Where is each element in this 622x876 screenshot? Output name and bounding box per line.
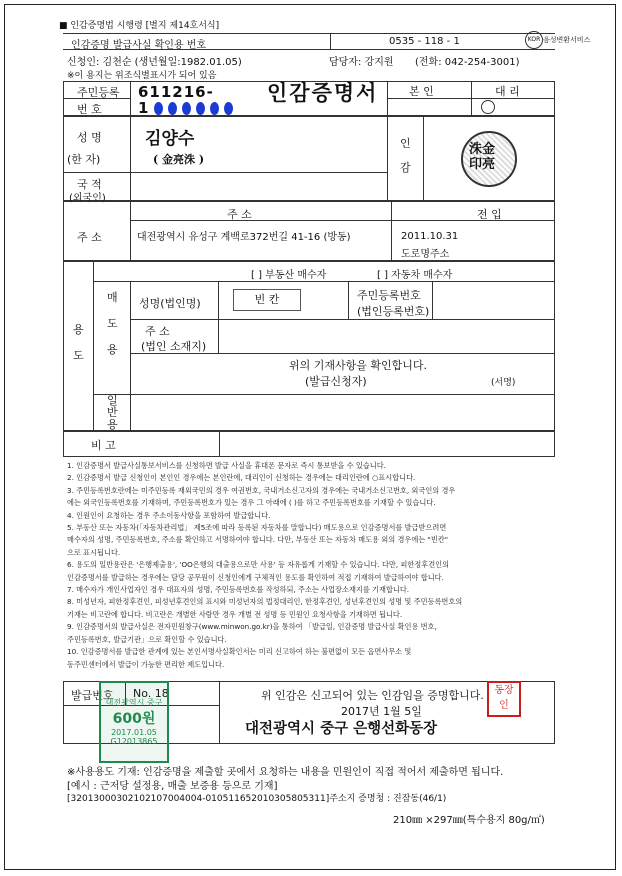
fee-stamp xyxy=(99,681,169,763)
note-line: 동주민센터에서 발급이 가능한 편리한 제도입니다. xyxy=(67,659,225,669)
general-use-label: 일 반 용 xyxy=(107,394,118,431)
id-masked-row xyxy=(138,99,238,117)
office-seal: 동장 인 xyxy=(487,681,521,717)
footer-barcode-number: [32013000302102107004004-01051165201030580531​1]주소지 증명청 : 진잠동(46/1) xyxy=(67,794,447,804)
fee-stamp-top: 대전광역시 중구 xyxy=(105,698,163,707)
note-line: 5. 부동산 또는 자동차(「자동차관리법」 제5조에 따라 등록된 자동차를 말합니다) 매도용으로 인감증명서를 발급받으려면 xyxy=(67,523,447,533)
holder-name: 김양수 xyxy=(145,129,195,149)
id-label-line2: 번 호 xyxy=(77,103,102,116)
proxy-label: 대 리 xyxy=(495,85,520,98)
buyer-address-sub: (법인 소재지) xyxy=(141,340,207,353)
footer-note-purpose: ※사용용도 기재: 인감증명을 제출할 곳에서 요청하는 내용을 민원인이 직접 적어서 제출하면 됩니다. xyxy=(67,767,504,778)
note-line: 2. 인감증명서 발급 신청인이 본인인 경우에는 본인란에, 대리인이 신청하는 경우에는 대리인란에 ○표시합니다. xyxy=(67,473,416,483)
note-line: 3. 주민등록번호란에는 미주민등록 재외국민의 경우 여권번호, 국내거소신고자의 경우에는 국내거소신고번호, 외국인의 경우 xyxy=(67,485,456,495)
personal-seal-image xyxy=(461,131,517,187)
holder-hanja: ( 金亮洙 ) xyxy=(153,153,205,166)
note-line: 1. 인감증명서 발급사실통보서비스를 신청하면 발급 사실을 휴대폰 문자로 즉시 통보받을 수 있습니다. xyxy=(67,461,386,470)
proxy-circle-mark xyxy=(481,100,495,114)
certify-statement: 위 인감은 신고되어 있는 인감임을 증명합니다. xyxy=(261,689,484,702)
purpose-label: 용 도 xyxy=(73,323,84,362)
buyer-name-value: 빈 칸 xyxy=(233,289,301,311)
issuing-office: 대전광역시 중구 은행선화동장 xyxy=(245,721,438,737)
address-col-header: 주 소 xyxy=(227,208,252,221)
note-line: 기재는 비고란에 합니다. 비고란은 개별한 사람만 경우 개별 전 성명 등 민원인 요청사항을 기재하면 됩니다. xyxy=(67,609,403,619)
issue-number-label: 발급번호 xyxy=(71,689,114,702)
law-reference: ■ 인감증명법 시행령 [별지 제14호서식] xyxy=(59,21,220,31)
self-label: 본 인 xyxy=(409,85,434,98)
id-masked-first: 1 xyxy=(138,99,149,117)
personal-seal-text: 洙金 印亮 xyxy=(469,142,496,172)
issue-date: 2017년 1월 5일 xyxy=(341,705,422,718)
buyer-address-label: 주 소 xyxy=(145,325,170,338)
signature-label: (서명) xyxy=(491,378,516,388)
note-line: 에는 외국인등록번호를 기재하며, 주민등록번호가 있는 경우 그 아래에 ( )를 하고 주민등록번호를 기재할 수 있습니다. xyxy=(67,498,436,508)
id-label-line1: 주민등록 xyxy=(77,86,120,99)
note-line: 7. 매수자가 개인사업자인 경우 대표자의 성명, 주민등록번호를 작성하되, 주소는 사업장소재지를 기재합니다. xyxy=(67,585,410,595)
realestate-checkbox[interactable]: [ ] 부동산 매수자 xyxy=(251,270,327,281)
certificate-page xyxy=(4,4,616,870)
nationality-sub: (외국인) xyxy=(69,193,106,204)
anti-forgery-note: ※이 용지는 위조식별표시가 되어 있음 xyxy=(67,71,217,81)
buyer-id-sub: (법인등록번호) xyxy=(357,305,430,318)
move-in-date: 2011.10.31 xyxy=(401,231,459,242)
verify-number: 0535 - 118 - 1 xyxy=(389,36,460,47)
nationality-label: 국 적 xyxy=(77,178,102,191)
seal-label: 인 감 xyxy=(400,137,411,174)
fee-stamp-code: G12013865 xyxy=(110,737,158,746)
note-line: 인감증명서를 발급하는 경우에는 담당 공무원이 신청인에게 구체적인 용도를 확인하여 적접 기재하여 발급하여야 합니다. xyxy=(67,572,444,582)
note-line: 8. 미성년자, 피한정후견인, 피성년후견인의 표시와 미성년자의 법정대리인, 한정후견인, 성년후견인의 성명 및 주민등록번호의 xyxy=(67,597,463,607)
buyer-name-label: 성명(법인명) xyxy=(139,297,201,310)
fee-stamp-amount: 600원 xyxy=(112,711,156,727)
note-line: 6. 용도의 일반용란은 '은행제출용', 'OO은행의 대출용으로만 사용' 등 자유롭게 기재할 수 있습니다. 다만, 피한정후견인의 xyxy=(67,560,450,570)
note-line: 매수자의 성명, 주민등록번호, 주소를 확인하고 서명하여야 합니다. 다만, 부동산 또는 자동차 매도용 외의 경우에는 "빈칸" xyxy=(67,535,449,545)
address-value: 대전광역시 유성구 계백로372번길 41-16 (방동) xyxy=(137,232,351,243)
sale-use-label: 매 도 용 xyxy=(107,291,118,356)
applicant-sign-label: (발급신청자) xyxy=(305,375,367,388)
applicant-info: 신청인: 김천순 (생년월일:1982.01.05) xyxy=(67,57,242,68)
fee-stamp-date: 2017.01.05 xyxy=(111,728,157,737)
document-title: 인감증명서 xyxy=(267,81,379,105)
note-line: 4. 인원인이 요청하는 경우 주소이동사항을 포함하여 발급합니다. xyxy=(67,510,271,520)
move-in-header: 전 입 xyxy=(477,208,502,221)
name-label: 성 명 xyxy=(77,131,102,144)
note-line: 10. 인감증명서를 발급한 관계에 있는 본인서명사실확인서는 미리 신고하여 하는 불편없이 모든 읍면사무소 및 xyxy=(67,647,412,657)
paper-spec: 210㎜ ×297㎜(특수용지 80g/㎡) xyxy=(393,815,545,826)
id-digits: 611216- xyxy=(138,83,214,101)
id-masked-dots xyxy=(154,99,238,117)
verify-label: 인감증명 발급사실 확인용 번호 xyxy=(71,40,207,51)
vehicle-checkbox[interactable]: [ ] 자동차 매수자 xyxy=(377,270,453,281)
remarks-label: 비 고 xyxy=(91,439,116,452)
hanja-label: (한 자) xyxy=(67,153,101,166)
address-label: 주 소 xyxy=(77,231,102,244)
footer-note-example: [예시 : 근저당 설정용, 매출 보증용 등으로 기재] xyxy=(67,781,278,792)
officer-phone: (전화: 042-254-3001) xyxy=(415,57,520,68)
issue-number-value: No. 18 xyxy=(133,687,169,700)
confirm-statement: 위의 기재사항을 확인합니다. xyxy=(289,359,428,372)
kor-logo-icon: KOR xyxy=(525,31,543,49)
notes-list xyxy=(67,460,555,671)
buyer-id-label: 주민등록번호 xyxy=(357,289,421,302)
officer-info: 담당자: 강지원 xyxy=(329,57,394,68)
note-line: 주민등록번호, 발급기관」으로 확인할 수 있습니다. xyxy=(67,634,227,644)
voice-service-label: 음성변환서비스 xyxy=(543,36,591,44)
note-line: 9. 인감증명서의 발급사실은 전자민원창구(www.minwon.go.kr)을 통하여 「발급일, 인감증명 발급사실 확인용 번호, xyxy=(67,622,437,632)
note-line: 으로 표시됩니다. xyxy=(67,547,121,557)
move-in-type: 도로명주소 xyxy=(401,249,450,260)
